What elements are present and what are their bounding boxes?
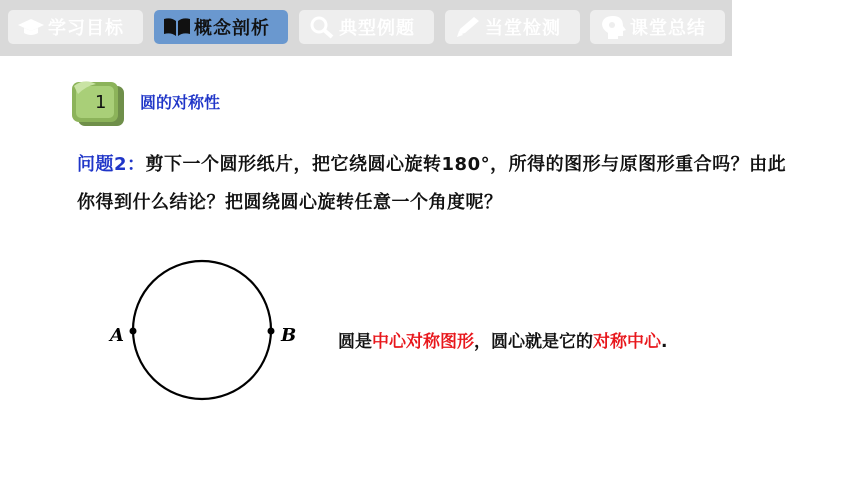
conclusion-text bbox=[338, 327, 667, 352]
section-number-badge bbox=[70, 76, 126, 128]
top-nav-bar bbox=[0, 0, 732, 56]
pencil-icon bbox=[451, 14, 485, 40]
point-a bbox=[130, 328, 137, 335]
point-b-label: B bbox=[281, 325, 297, 346]
tab-learning-goals[interactable] bbox=[8, 10, 143, 44]
tab-label: 学习目标 bbox=[48, 18, 124, 39]
tab-label: 课堂总结 bbox=[630, 18, 706, 39]
section-title: 圆的对称性 bbox=[140, 93, 221, 112]
head-gears-icon bbox=[596, 14, 630, 40]
section-number: 1 bbox=[95, 92, 107, 113]
conclusion-highlight: 中心对称图形 bbox=[372, 332, 474, 352]
question-text bbox=[77, 146, 797, 222]
tab-class-summary[interactable] bbox=[590, 10, 725, 44]
point-b bbox=[268, 328, 275, 335]
graduation-cap-icon bbox=[14, 14, 48, 40]
tab-typical-examples[interactable] bbox=[299, 10, 434, 44]
tab-concept-analysis[interactable] bbox=[154, 10, 288, 44]
circle bbox=[133, 261, 271, 399]
question-label: 问题2： bbox=[77, 154, 146, 175]
conclusion-part: 圆是 bbox=[338, 332, 372, 352]
tab-label: 典型例题 bbox=[339, 18, 415, 39]
tab-in-class-test[interactable] bbox=[445, 10, 580, 44]
circle-diagram bbox=[100, 255, 300, 405]
question-body: 剪下一个圆形纸片，把它绕圆心旋转180°，所得的图形与原图形重合吗？由此你得到什么结论？把圆绕圆心旋转任意一个角度呢？ bbox=[77, 154, 787, 213]
conclusion-part: . bbox=[661, 332, 668, 352]
tab-label: 概念剖析 bbox=[194, 18, 270, 39]
conclusion-highlight: 对称中心 bbox=[593, 332, 661, 352]
open-book-icon bbox=[160, 14, 194, 40]
point-a-label: A bbox=[110, 325, 124, 346]
magnifier-icon bbox=[305, 14, 339, 40]
tab-label: 当堂检测 bbox=[485, 18, 561, 39]
conclusion-part: ，圆心就是它的 bbox=[474, 332, 593, 352]
